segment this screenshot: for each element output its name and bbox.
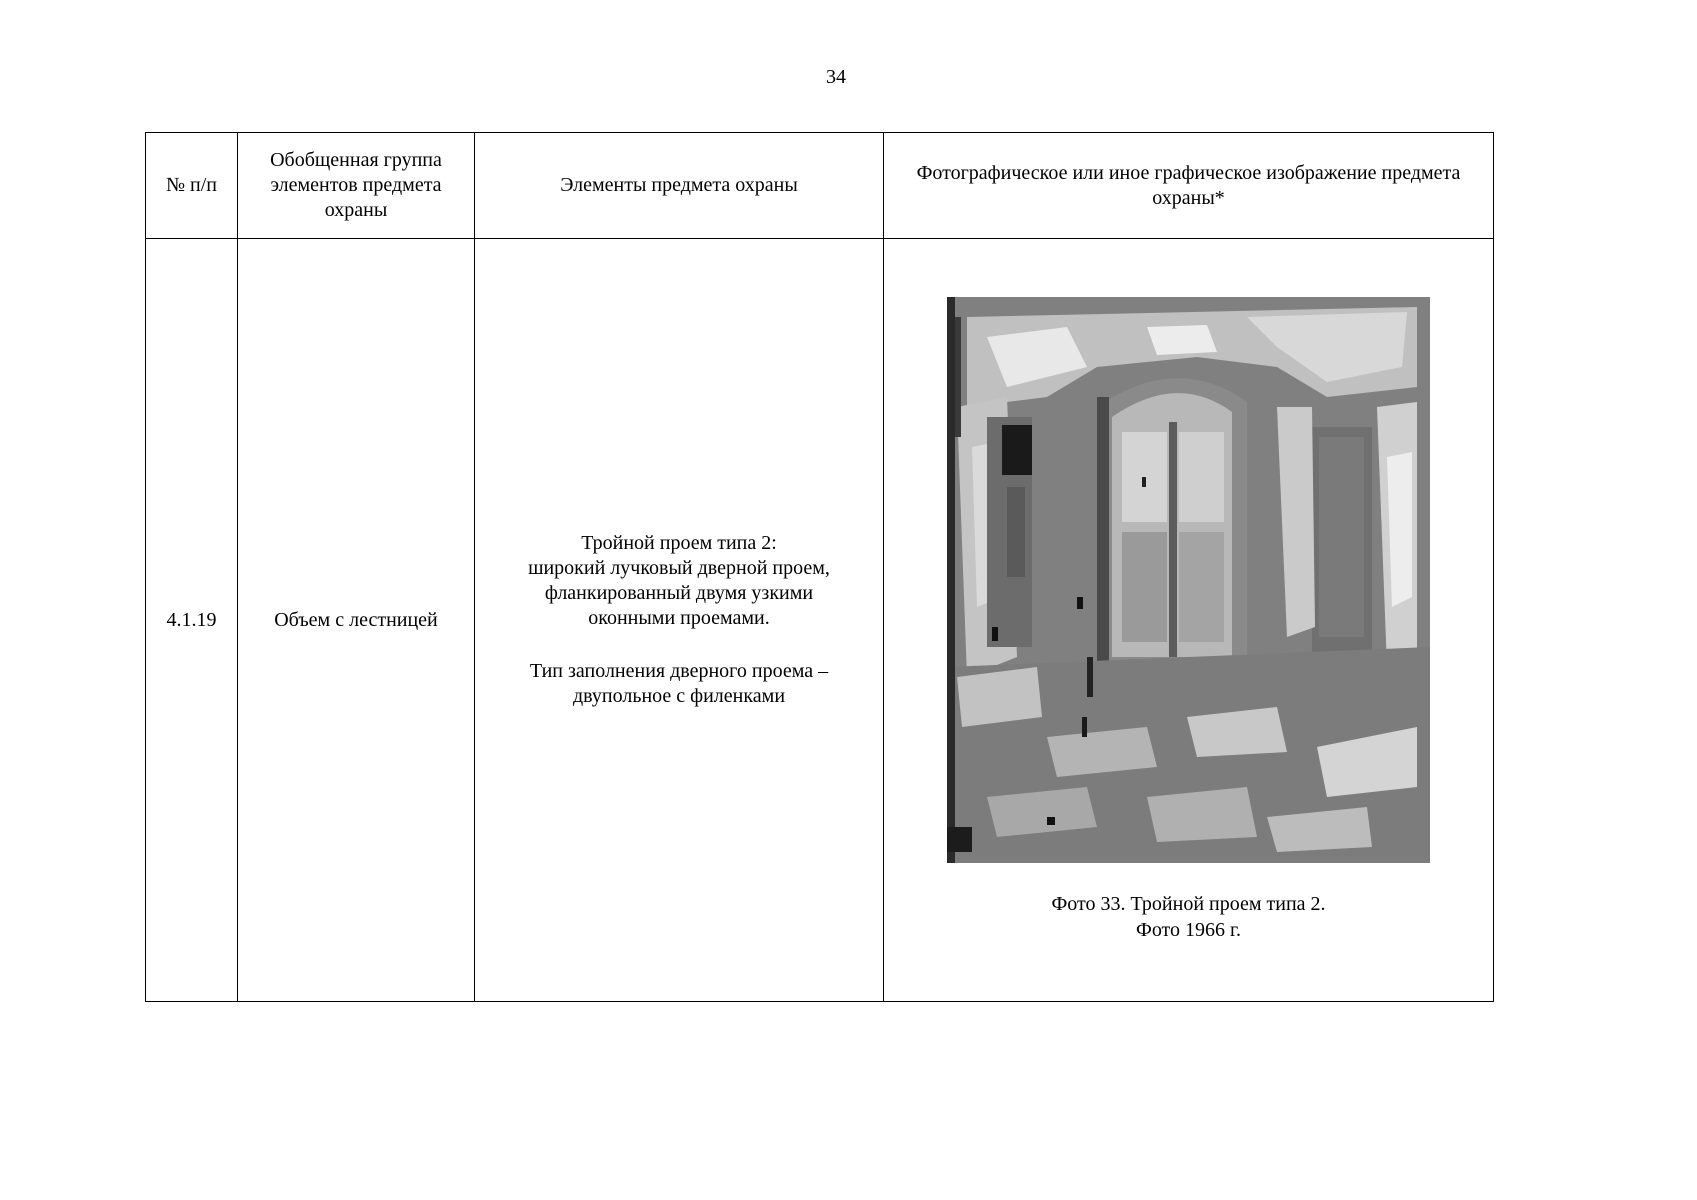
header-num: № п/п [146,133,238,239]
caption-line: Фото 33. Тройной проем типа 2. [1051,893,1326,915]
desc-line: Тройной проем типа 2: [581,532,777,554]
table-row [146,239,1494,1002]
page-number: 34 [826,66,846,88]
cell-num: 4.1.19 [146,239,238,1002]
fill-line: двупольное с филенками [572,685,786,707]
fill-line: Тип заполнения дверного проема – [529,660,829,682]
protection-table [145,132,1494,1002]
desc-line: широкий лучковый дверной проем, [528,557,830,579]
photo-caption [1051,891,1325,943]
desc-line: фланкированный двумя узкими [544,582,814,604]
cell-photo [884,239,1494,1002]
header-elements: Элементы предмета охраны [475,133,884,239]
table-header-row [146,133,1494,239]
cell-elements [475,239,884,1002]
header-photo: Фотографическое или иное графическое изображение предмета охраны* [884,133,1494,239]
photo-triple-opening [947,297,1430,863]
caption-line: Фото 1966 г. [1136,919,1241,941]
desc-line: оконными проемами. [588,607,770,629]
header-group: Обобщенная группа элементов предмета охраны [238,133,475,239]
cell-group: Объем с лестницей [238,239,475,1002]
